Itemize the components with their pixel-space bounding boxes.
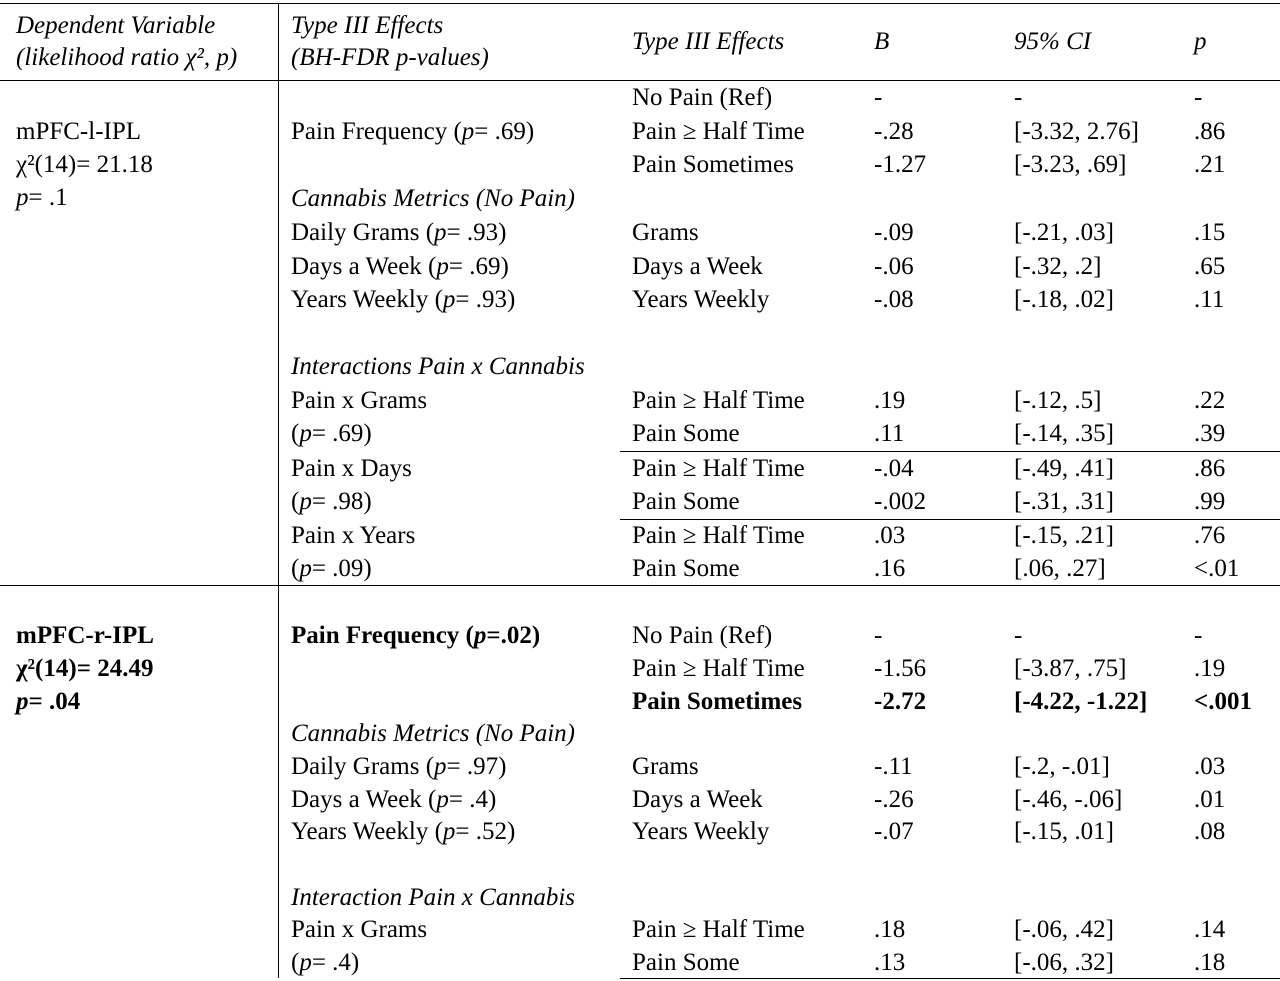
- p-value: -: [1194, 84, 1203, 111]
- ci-value: [-.2, -.01]: [1014, 753, 1110, 780]
- effect-pain-x-days-p: (p= .98): [291, 488, 372, 515]
- effect-years-weekly: Years Weekly (p= .52): [291, 818, 516, 845]
- effect-pain-x-days: Pain x Days: [291, 455, 412, 482]
- p-value: .15: [1194, 219, 1226, 246]
- header-dependent-variable: Dependent Variable: [16, 12, 216, 39]
- effect-pain-frequency: Pain Frequency (p= .69): [291, 118, 535, 145]
- b-value: -.09: [874, 219, 914, 246]
- effect-pain-x-years: Pain x Years: [291, 522, 416, 549]
- cannabis-metrics-heading: Cannabis Metrics (No Pain): [291, 185, 576, 212]
- b-value: -.07: [874, 818, 914, 845]
- b-value: -: [874, 622, 883, 649]
- level-label: Pain ≥ Half Time: [632, 387, 805, 414]
- level-label: Days a Week: [632, 786, 763, 813]
- level-label: Pain Some: [632, 488, 740, 515]
- b-value: -.002: [874, 488, 927, 515]
- header-likelihood-ratio: (likelihood ratio χ², p): [16, 44, 238, 71]
- level-label: Pain ≥ Half Time: [632, 455, 805, 482]
- ci-value: [-4.22, -1.22]: [1014, 688, 1148, 715]
- b-value: .16: [874, 555, 906, 582]
- section-divider-rule: [0, 585, 1280, 586]
- effect-days-a-week: Days a Week (p= .4): [291, 786, 497, 813]
- p-value: .76: [1194, 522, 1226, 549]
- b-value: -2.72: [874, 688, 927, 715]
- level-label: Pain ≥ Half Time: [632, 916, 805, 943]
- level-label: Pain ≥ Half Time: [632, 118, 805, 145]
- effect-pain-x-grams-p: (p= .4): [291, 949, 360, 976]
- p-value: .99: [1194, 488, 1226, 515]
- effect-days-a-week: Days a Week (p= .69): [291, 253, 509, 280]
- level-label: No Pain (Ref): [632, 622, 773, 649]
- level-label: Grams: [632, 753, 699, 780]
- ci-value: [-3.32, 2.76]: [1014, 118, 1139, 145]
- level-label: Pain ≥ Half Time: [632, 655, 805, 682]
- b-value: -1.56: [874, 655, 927, 682]
- effect-pain-x-years-p: (p= .09): [291, 555, 372, 582]
- b-value: -.04: [874, 455, 914, 482]
- ci-value: [-.46, -.06]: [1014, 786, 1123, 813]
- ci-value: [-.15, .21]: [1014, 522, 1114, 549]
- level-label: Years Weekly: [632, 818, 770, 845]
- b-value: -.08: [874, 286, 914, 313]
- header-bh-fdr: (BH-FDR p-values): [291, 44, 489, 71]
- model-p-value: p= .1: [16, 184, 68, 211]
- p-value: .08: [1194, 818, 1226, 845]
- interaction-rule: [620, 978, 1280, 979]
- ci-value: [-.06, .42]: [1014, 916, 1114, 943]
- ci-value: [-.15, .01]: [1014, 818, 1114, 845]
- p-value: .19: [1194, 655, 1226, 682]
- header-b: B: [874, 28, 890, 55]
- b-value: -.06: [874, 253, 914, 280]
- b-value: -1.27: [874, 151, 927, 178]
- level-label: Pain ≥ Half Time: [632, 522, 805, 549]
- chi-square-stat: χ²(14)= 21.18: [16, 151, 153, 178]
- column-divider: [278, 3, 279, 978]
- level-label: Pain Some: [632, 420, 740, 447]
- effect-daily-grams: Daily Grams (p= .93): [291, 219, 507, 246]
- ci-value: -: [1014, 84, 1023, 111]
- effect-pain-x-grams: Pain x Grams: [291, 387, 428, 414]
- effect-pain-frequency: Pain Frequency (p=.02): [291, 622, 541, 649]
- ci-value: [-.18, .02]: [1014, 286, 1114, 313]
- level-label: Grams: [632, 219, 699, 246]
- ci-value: [-.32, .2]: [1014, 253, 1102, 280]
- interaction-rule: [620, 519, 1280, 520]
- interactions-heading: Interaction Pain x Cannabis: [291, 884, 575, 911]
- p-value: .01: [1194, 786, 1226, 813]
- header-type3-effects: Type III Effects: [632, 28, 785, 55]
- dependent-variable-label: mPFC-l-IPL: [16, 118, 142, 145]
- p-value: .86: [1194, 118, 1226, 145]
- level-label: Pain Some: [632, 949, 740, 976]
- b-value: .03: [874, 522, 906, 549]
- p-value: .11: [1194, 286, 1225, 313]
- p-value: .86: [1194, 455, 1226, 482]
- b-value: -.26: [874, 786, 914, 813]
- level-label: Days a Week: [632, 253, 763, 280]
- chi-square-stat: χ²(14)= 24.49: [16, 655, 154, 682]
- b-value: .19: [874, 387, 906, 414]
- model-p-value: p= .04: [16, 688, 81, 715]
- ci-value: [-.06, .32]: [1014, 949, 1114, 976]
- ci-value: [.06, .27]: [1014, 555, 1106, 582]
- ci-value: [-.31, .31]: [1014, 488, 1114, 515]
- b-value: .11: [874, 420, 905, 447]
- ci-value: [-.21, .03]: [1014, 219, 1114, 246]
- interactions-heading: Interactions Pain x Cannabis: [291, 353, 585, 380]
- interaction-rule: [620, 451, 1280, 452]
- ci-value: [-3.87, .75]: [1014, 655, 1127, 682]
- ci-value: [-.49, .41]: [1014, 455, 1114, 482]
- b-value: -: [874, 84, 883, 111]
- p-value: <.001: [1194, 688, 1252, 715]
- level-label: Pain Some: [632, 555, 740, 582]
- ci-value: [-.14, .35]: [1014, 420, 1114, 447]
- ci-value: [-3.23, .69]: [1014, 151, 1127, 178]
- p-value: .14: [1194, 916, 1226, 943]
- p-value: -: [1194, 622, 1203, 649]
- p-value: .39: [1194, 420, 1226, 447]
- level-label: Pain Sometimes: [632, 688, 803, 715]
- p-value: .22: [1194, 387, 1226, 414]
- header-rule: [0, 80, 1280, 81]
- header-ci: 95% CI: [1014, 28, 1092, 55]
- effect-daily-grams: Daily Grams (p= .97): [291, 753, 507, 780]
- header-type3-effects-bh: Type III Effects: [291, 12, 444, 39]
- level-label: Years Weekly: [632, 286, 770, 313]
- b-value: .13: [874, 949, 906, 976]
- b-value: -.11: [874, 753, 913, 780]
- effect-pain-x-grams-p: (p= .69): [291, 420, 372, 447]
- p-value: .03: [1194, 753, 1226, 780]
- p-value: .21: [1194, 151, 1226, 178]
- cannabis-metrics-heading: Cannabis Metrics (No Pain): [291, 720, 576, 747]
- ci-value: -: [1014, 622, 1023, 649]
- level-label: No Pain (Ref): [632, 84, 773, 111]
- p-value: .65: [1194, 253, 1226, 280]
- ci-value: [-.12, .5]: [1014, 387, 1102, 414]
- p-value: <.01: [1194, 555, 1240, 582]
- b-value: -.28: [874, 118, 914, 145]
- effect-years-weekly: Years Weekly (p= .93): [291, 286, 516, 313]
- b-value: .18: [874, 916, 906, 943]
- dependent-variable-label: mPFC-r-IPL: [16, 622, 154, 649]
- effect-pain-x-grams: Pain x Grams: [291, 916, 428, 943]
- level-label: Pain Sometimes: [632, 151, 794, 178]
- header-p: p: [1194, 28, 1207, 55]
- top-rule: [0, 3, 1280, 4]
- p-value: .18: [1194, 949, 1226, 976]
